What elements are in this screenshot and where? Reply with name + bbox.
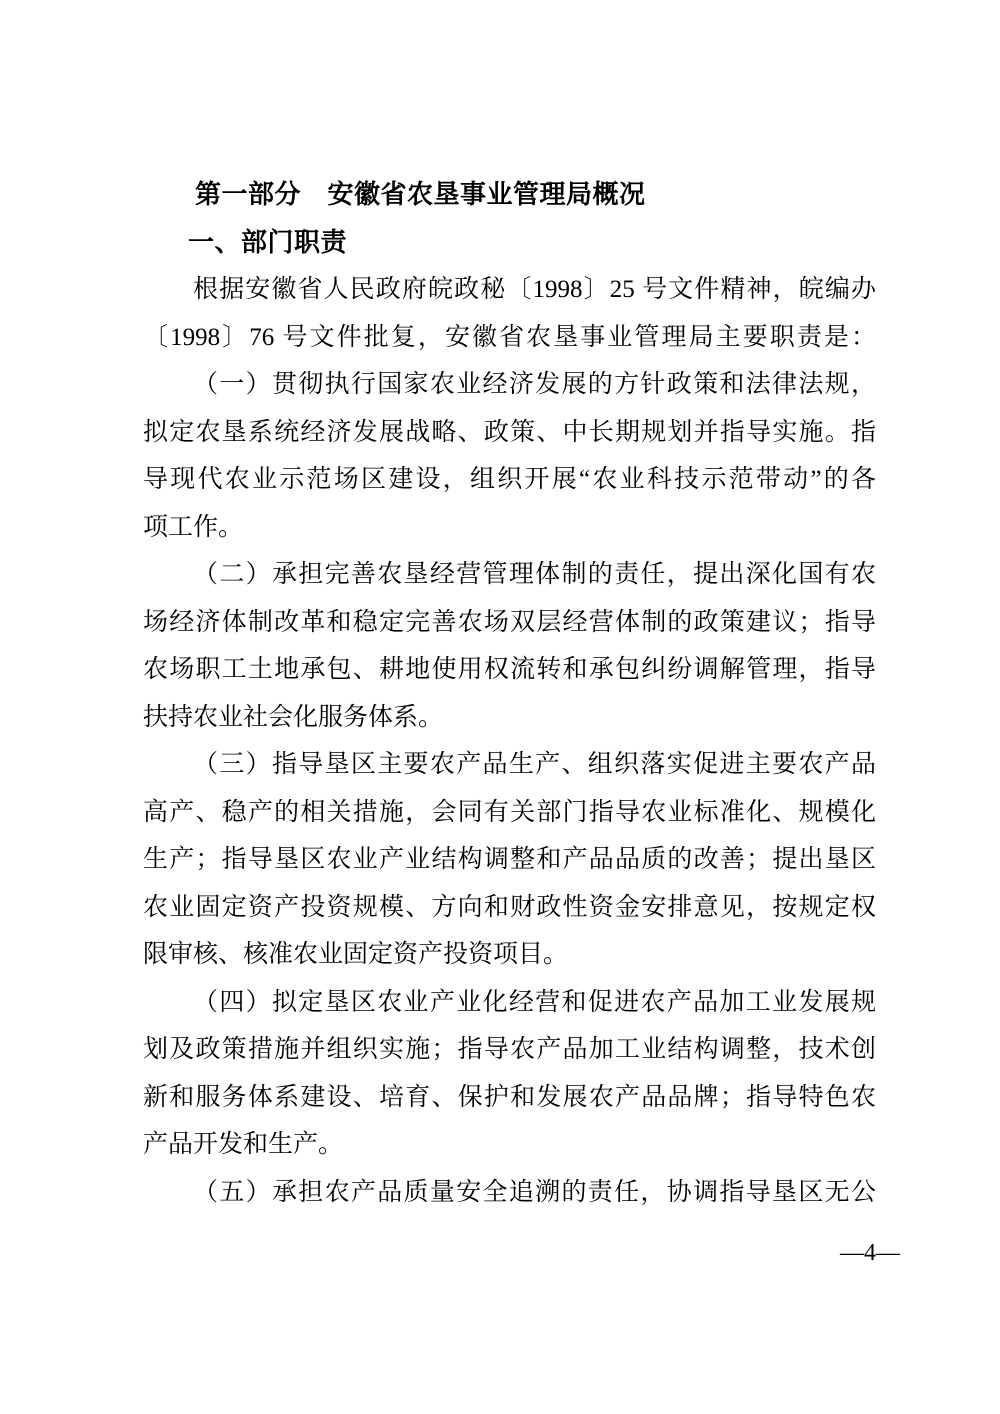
paragraph-duty-4 [143, 979, 876, 1169]
paragraph-line: 拟定农垦系统经济发展战略、政策、中长期规划并指导实施。指 [143, 418, 876, 446]
paragraph-line: 产品开发和生产。 [143, 1131, 344, 1158]
paragraph-line: 农场职工土地承包、耕地使用权流转和承包纠纷调解管理，指导 [143, 656, 876, 683]
document-title: 第一部分 安徽省农垦事业管理局概况 [195, 179, 646, 209]
paragraph-line: 根据安徽省人民政府皖政秘〔1998〕25 号文件精神，皖编办 [193, 276, 876, 303]
paragraph-duty-2 [143, 551, 876, 741]
paragraph-line: （四）拟定垦区农业产业化经营和促进农产品加工业发展规 [193, 988, 876, 1016]
paragraph-line: 导现代农业示范场区建设，组织开展“农业科技示范带动”的各 [143, 466, 876, 493]
paragraph-line: 高产、稳产的相关措施，会同有关部门指导农业标准化、规模化 [143, 798, 876, 826]
paragraph-duty-1 [143, 361, 876, 551]
paragraph-line: 新和服务体系建设、培育、保护和发展农产品品牌；指导特色农 [143, 1083, 876, 1111]
paragraph-line: 扶持农业社会化服务体系。 [143, 703, 444, 731]
paragraph-line: 生产；指导垦区农业产业结构调整和产品品质的改善；提出垦区 [143, 846, 876, 873]
document-content [143, 171, 876, 1216]
paragraph-line: （二）承担完善农垦经营管理体制的责任，提出深化国有农 [193, 561, 876, 588]
paragraph-line: 限审核、核准农业固定资产投资项目。 [143, 941, 569, 968]
paragraph-line: （三）指导垦区主要农产品生产、组织落实促进主要农产品 [193, 751, 876, 778]
paragraph-line: 划及政策措施并组织实施；指导农产品加工业结构调整，技术创 [143, 1036, 876, 1063]
paragraph-line: 项工作。 [143, 513, 244, 541]
paragraph-line: （一）贯彻执行国家农业经济发展的方针政策和法律法规， [193, 371, 876, 398]
section-heading: 一、部门职责 [188, 226, 348, 257]
paragraph-line: （五）承担农产品质量安全追溯的责任，协调指导垦区无公 [193, 1178, 876, 1206]
paragraph-line: 场经济体制改革和稳定完善农场双层经营体制的政策建议；指导 [143, 608, 876, 636]
paragraph-intro [143, 266, 876, 361]
paragraph-duty-5 [143, 1169, 876, 1217]
page-number: —4— [840, 1240, 900, 1266]
paragraph-duty-3 [143, 741, 876, 979]
paragraph-line: 〔1998〕76 号文件批复，安徽省农垦事业管理局主要职责是： [143, 323, 876, 351]
paragraphs [143, 266, 876, 1216]
paragraph-line: 农业固定资产投资规模、方向和财政性资金安排意见，按规定权 [143, 893, 876, 921]
